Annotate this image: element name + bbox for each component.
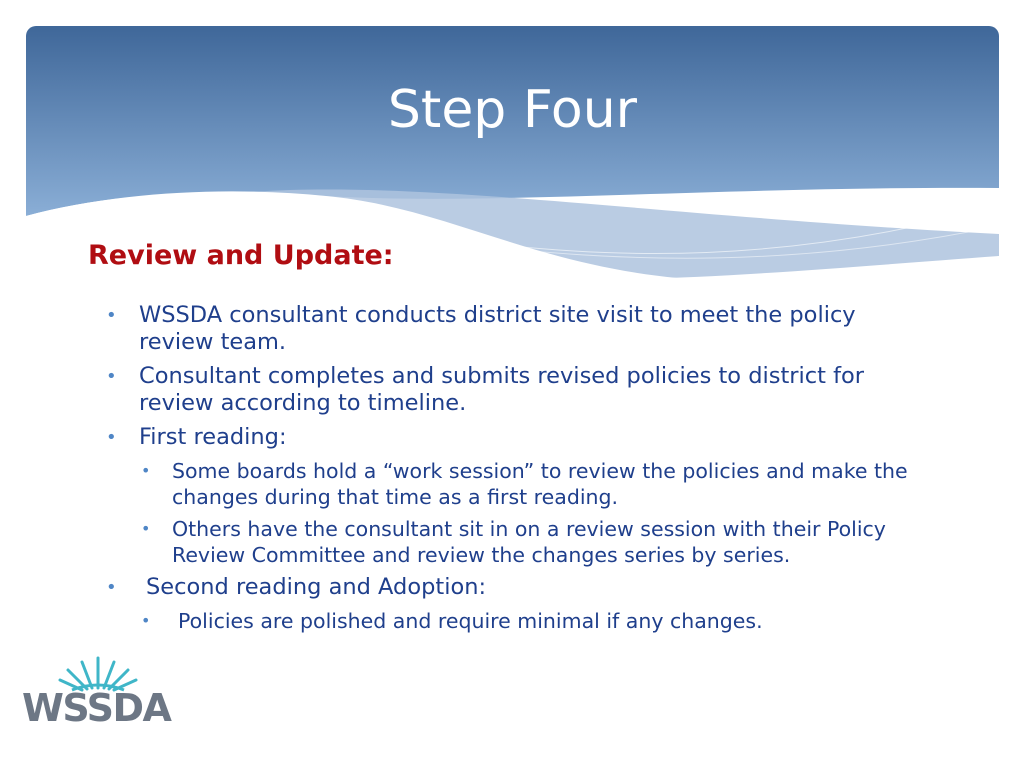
- bullet-marker: •: [106, 366, 117, 387]
- sub-bullet-item: [106, 458, 926, 510]
- bullet-marker: •: [106, 427, 117, 448]
- slide-title: Step Four: [387, 80, 638, 140]
- section-heading: Review and Update:: [88, 240, 394, 271]
- sub-bullet-marker: •: [141, 461, 151, 480]
- logo-text: WSSDA: [22, 686, 171, 730]
- sub-bullet-item: [106, 608, 926, 634]
- sub-bullet-text: Policies are polished and require minimal if any changes.: [178, 609, 763, 633]
- bullet-text: Second reading and Adoption:: [146, 574, 487, 600]
- bullet-list: [106, 302, 926, 640]
- bullet-item: [106, 574, 926, 601]
- sub-bullet-text: Others have the consultant sit in on a review session with their Policy Review Committee and review the changes series by series.: [172, 517, 886, 567]
- sub-bullet-marker: •: [141, 519, 151, 538]
- bullet-marker: •: [106, 305, 117, 326]
- bullet-text: WSSDA consultant conducts district site visit to meet the policy review team.: [139, 302, 856, 355]
- bullet-text: Consultant completes and submits revised policies to district for review according to timeline.: [139, 363, 865, 416]
- bullet-item: [106, 424, 926, 451]
- sub-bullet-item: [106, 516, 926, 568]
- bullet-marker: •: [106, 577, 117, 598]
- bullet-text: First reading:: [139, 424, 287, 450]
- bullet-item: [106, 302, 926, 356]
- wssda-logo: [22, 652, 182, 742]
- bullet-item: [106, 363, 926, 417]
- sub-bullet-marker: •: [141, 611, 151, 630]
- sub-bullet-text: Some boards hold a “work session” to review the policies and make the changes during that time as a first reading.: [172, 459, 908, 509]
